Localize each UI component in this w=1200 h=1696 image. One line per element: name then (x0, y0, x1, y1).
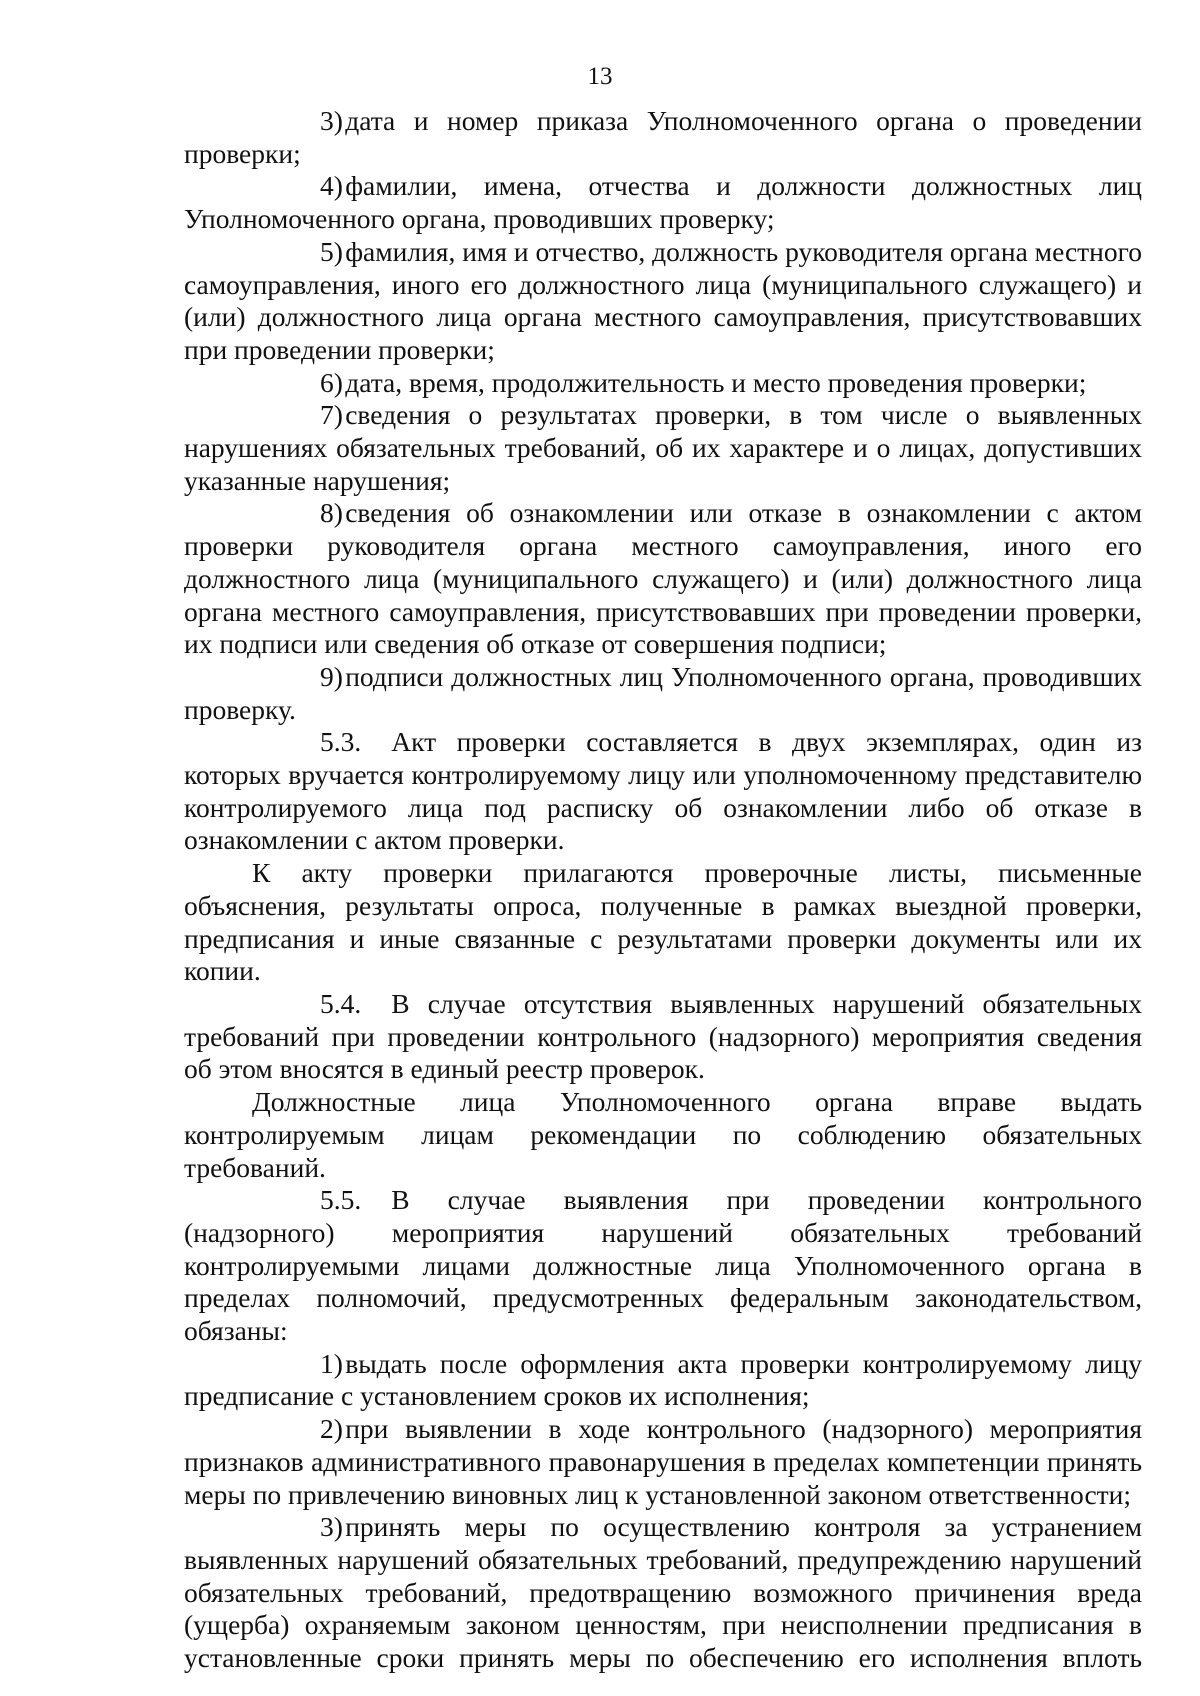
document-body (184, 105, 1142, 1675)
item-text: фамилии, имена, отчества и должности должностных лиц Уполномоченного органа, проводивших проверку; (184, 170, 1142, 235)
item-number: 4) (320, 170, 343, 202)
duty-item-3 (184, 1511, 1142, 1675)
page-number: 13 (587, 63, 613, 90)
duty-item-1 (184, 1348, 1142, 1413)
section-text: В случае отсутствия выявленных нарушений обязательных требований при проведении контрольного (надзорного) мероприятия сведения об этом вносятся в единый реестр проверок. (184, 987, 1142, 1085)
item-number: 1) (320, 1347, 343, 1379)
item-text: сведения о результатах проверки, в том числе о выявленных нарушениях обязательных требований, об их характере и о лицах, допустивших указанные нарушения; (184, 399, 1142, 496)
item-text: при выявлении в ходе контрольного (надзорного) мероприятия признаков административного правонарушения в пределах компетенции принять меры по привлечению виновных лиц к установленной законом ответственности; (184, 1413, 1142, 1510)
item-text: принять меры по осуществлению контроля за устранением выявленных нарушений обязательных требований, предупреждению нарушений обязательных требований, предотвращению возможного причинения вреда (ущерба) охраняемым законом ценностям, при неисполнении предписания в установленные сроки принять меры по обеспечению его исполнения вплоть (184, 1511, 1142, 1674)
list-item-4 (184, 170, 1142, 235)
item-number: 3) (320, 105, 343, 136)
item-number: 7) (320, 399, 343, 431)
item-number: 2) (320, 1413, 343, 1445)
section-number: 5.3. (320, 726, 362, 758)
item-number: 5) (320, 235, 343, 267)
paragraph-text: Должностные лица Уполномоченного органа вправе выдать контролируемым лицам рекомендации по соблюдению обязательных требований. (184, 1086, 1142, 1183)
section-5-5 (184, 1184, 1142, 1348)
item-text: фамилия, имя и отчество, должность руководителя органа местного самоуправления, иного его должностного лица (муниципального служащего) и (или) должностного лица органа местного самоуправления, присутствовавших при проведении проверки; (184, 235, 1142, 365)
section-number: 5.4. (320, 987, 362, 1019)
paragraph-text: К акту проверки прилагаются проверочные листы, письменные объяснения, результаты опроса, полученные в рамках выездной проверки, предписания и иные связанные с результатами проверки документы или их копии. (184, 857, 1142, 987)
paragraph-attachments (184, 857, 1142, 988)
item-number: 9) (320, 660, 343, 692)
item-text: дата и номер приказа Уполномоченного органа о проведении проверки; (184, 105, 1142, 169)
item-number: 3) (320, 1511, 343, 1543)
paragraph-recommendations (184, 1086, 1142, 1184)
item-text: подписи должностных лиц Уполномоченного органа, проводивших проверку. (184, 660, 1142, 725)
list-item-5 (184, 236, 1142, 367)
section-text: Акт проверки составляется в двух экземплярах, один из которых вручается контролируемому лицу или уполномоченному представителю контролируемого лица под расписку об ознакомлении либо об отказе в ознакомлении с актом проверки. (184, 726, 1142, 856)
item-text: дата, время, продолжительность и место проведения проверки; (345, 366, 1087, 398)
list-item-9 (184, 661, 1142, 726)
list-item-6 (184, 367, 1142, 400)
section-number: 5.5. (320, 1184, 362, 1216)
item-number: 8) (320, 497, 343, 529)
section-5-3 (184, 726, 1142, 857)
duty-item-2 (184, 1413, 1142, 1511)
item-number: 6) (320, 366, 343, 398)
list-item-8 (184, 497, 1142, 661)
item-text: выдать после оформления акта проверки контролируемому лицу предписание с установлением сроков их исполнения; (184, 1347, 1142, 1412)
list-item-7 (184, 399, 1142, 497)
list-item-3 (184, 105, 1142, 170)
section-5-4 (184, 988, 1142, 1086)
section-text: В случае выявления при проведении контрольного (надзорного) мероприятия нарушений обязательных требований контролируемыми лицами должностные лица Уполномоченного органа в пределах полномочий, предусмотренных федеральным законодательством, обязаны: (184, 1184, 1142, 1347)
item-text: сведения об ознакомлении или отказе в ознакомлении с актом проверки руководителя органа местного самоуправления, иного его должностного лица (муниципального служащего) и (или) должностного лица органа местного самоуправления, присутствовавших при проведении проверки, их подписи или сведения об отказе от совершения подписи; (184, 497, 1142, 660)
